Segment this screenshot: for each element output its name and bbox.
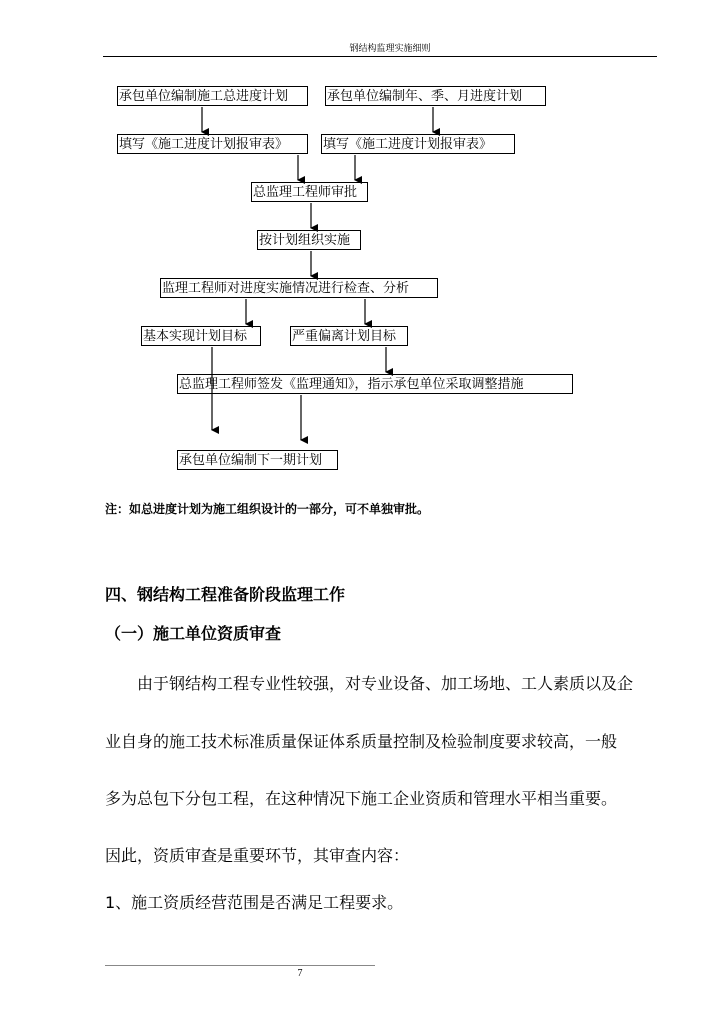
flow-box-periodic-schedule: 承包单位编制年、季、月进度计划 xyxy=(325,86,546,106)
flowchart-note: 注：如总进度计划为施工组织设计的一部分，可不单独审批。 xyxy=(105,502,430,516)
paragraph-line: 因此，资质审查是重要环节，其审查内容： xyxy=(105,846,410,865)
running-header: 钢结构监理实施细则 xyxy=(349,44,431,54)
list-item: 1、施工资质经营范围是否满足工程要求。 xyxy=(105,893,404,912)
flow-box-target-met: 基本实现计划目标 xyxy=(141,326,261,346)
flow-box-next-plan: 承包单位编制下一期计划 xyxy=(177,450,338,470)
flow-box-chief-approval: 总监理工程师审批 xyxy=(251,182,368,202)
paragraph-line: 由于钢结构工程专业性较强，对专业设备、加工场地、工人素质以及企 xyxy=(137,674,634,693)
flow-box-issue-notice: 总监理工程师签发《监理通知》，指示承包单位采取调整措施 xyxy=(177,374,573,394)
page-number: 7 xyxy=(297,968,303,979)
flow-box-master-schedule: 承包单位编制施工总进度计划 xyxy=(117,86,308,106)
flow-box-implement: 按计划组织实施 xyxy=(257,230,361,250)
flow-box-inspection: 监理工程师对进度实施情况进行检查、分析 xyxy=(160,278,438,298)
flow-box-fill-form-right: 填写《施工进度计划报审表》 xyxy=(321,134,515,154)
subsection-heading: （一）施工单位资质审查 xyxy=(105,624,282,643)
flow-box-fill-form-left: 填写《施工进度计划报审表》 xyxy=(117,134,308,154)
flow-box-serious-deviation: 严重偏离计划目标 xyxy=(290,326,408,346)
paragraph-line: 业自身的施工技术标准质量保证体系质量控制及检验制度要求较高，一般 xyxy=(105,732,618,751)
section-heading: 四、钢结构工程准备阶段监理工作 xyxy=(105,585,346,604)
paragraph-line: 多为总包下分包工程，在这种情况下施工企业资质和管理水平相当重要。 xyxy=(105,789,618,808)
footer-rule xyxy=(105,965,375,966)
